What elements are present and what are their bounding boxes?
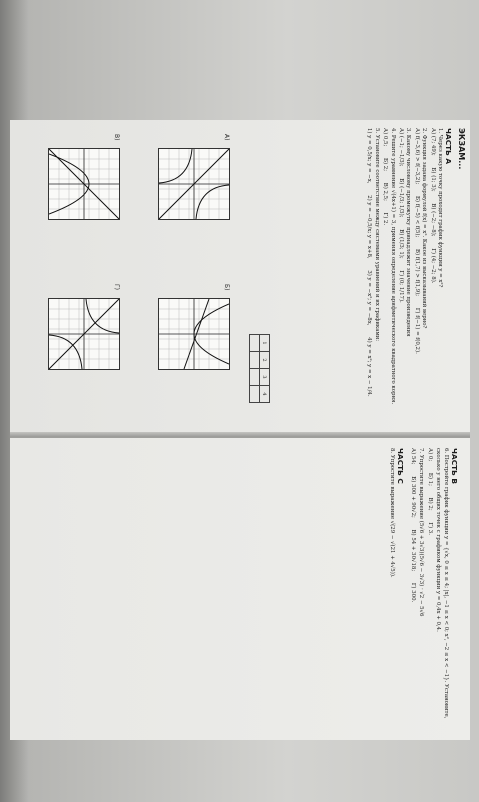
q1-option-b: Б) (1; 3); <box>429 167 436 192</box>
q6-option-d: Г) 3. <box>426 522 433 535</box>
right-column <box>386 448 462 733</box>
question-3 <box>397 128 412 428</box>
question-8: 8. Упростите выражение √(29 − √(21 + 4√5)). <box>389 448 396 578</box>
q3-option-d: Г) (0; 1/17). <box>397 270 404 303</box>
q7-option-d: Г) 300. <box>409 582 416 603</box>
q1-option-d: Г) (4; −2; 8). <box>429 248 436 284</box>
question-1-text: 1. Через какую точку проходит график функции y = x²? <box>437 128 443 288</box>
q2-option-d: Г) f(−1) = f(0,2). <box>413 307 420 354</box>
question-6: 6. Постройте график функции y = {√x, 0 ≤ x ≤ 4; |x|, −1 ≤ x < 0; x², −2 ≤ x < −1}. Установите, сколько у него общих точек с графиком функции y = 0,4x + 0,4. <box>435 448 449 719</box>
question-5 <box>365 128 380 428</box>
part-c-title: ЧАСТЬ С <box>396 448 406 484</box>
question-4 <box>381 128 396 428</box>
graph-label-a: А) <box>223 134 230 141</box>
question-1 <box>428 128 443 428</box>
graph-b <box>158 298 230 370</box>
q2-option-c: В) f(1,7) > f(1,9); <box>413 249 420 297</box>
q6-option-c: В) 2; <box>426 497 433 511</box>
q7-options <box>408 448 416 733</box>
right-page <box>10 438 470 740</box>
answer-col-3: 3 <box>260 369 270 386</box>
q1-option-a: А) (7; 49); <box>429 128 436 156</box>
q4-option-a: А) 0,5; <box>382 128 389 147</box>
q4-option-b: Б) 2; <box>382 158 389 172</box>
q6-option-b: Б) 1; <box>426 472 433 486</box>
q5-system-2: 2) y = −0,5/x; y = x+8, <box>366 195 373 259</box>
question-3-text: 3. Какому числовому промежутку принадлежит значение произведения <box>405 128 412 337</box>
q7-option-a: А) 54; <box>409 448 416 465</box>
q2-option-b: Б) f(−5) < f(5); <box>413 195 420 238</box>
answer-col-2: 2 <box>260 352 270 369</box>
q7-option-b: Б) 300 + 90√2; <box>409 476 416 518</box>
graph-d <box>48 298 120 370</box>
question-5-text: 5. Установите соответствие между системами уравнений и их графиками: <box>373 128 380 342</box>
page-header: ЭКЗАМ... <box>457 128 466 170</box>
q3-option-b: Б) (−1/3; 1/3); <box>397 178 404 218</box>
q2-option-a: А) f(−3,6) > f(−3,2); <box>413 128 420 185</box>
graph-b-plot <box>159 299 229 369</box>
graph-label-b: Б) <box>223 284 230 291</box>
question-7: 7. Упростите выражение (5√6 + 3√3)(5√6 − 3√3) · √2 − 5√6 <box>418 448 425 617</box>
q6-option-a: А) 0; <box>426 448 433 462</box>
q4-option-d: Г) 2. <box>382 212 389 226</box>
graph-d-plot <box>49 299 119 369</box>
answer-col-1: 1 <box>260 335 270 352</box>
part-a-title: ЧАСТЬ А <box>444 128 453 165</box>
left-page <box>10 120 470 435</box>
graph-a-plot <box>159 149 229 219</box>
question-2-text: 2. Функция задана формулой f(x) = x². Какое из высказываний верно? <box>421 128 428 329</box>
graphs-area <box>20 134 270 424</box>
part-a <box>364 128 456 428</box>
graph-label-c: В) <box>113 134 120 141</box>
q3-option-a: А) (−1; −1/3); <box>397 128 404 167</box>
graph-a <box>158 148 230 220</box>
q3-option-c: В) (1/3; 1); <box>397 229 404 259</box>
q6-options <box>425 448 433 733</box>
question-4-text: 4. Решите уравнение √(4x+1) = 3, применяя определение арифметического квадратного корня. <box>389 128 396 405</box>
part-b-title: ЧАСТЬ В <box>450 448 459 484</box>
q5-system-1: 1) y = 0,5/x; y = −x, <box>366 128 373 184</box>
q5-system-4: 4) y = x²; y = x − 1/4. <box>366 337 373 397</box>
graph-label-d: Г) <box>113 284 120 290</box>
graph-c <box>48 148 120 220</box>
book-spread <box>10 120 470 740</box>
q7-option-c: В) 54 + 30√18; <box>409 529 416 572</box>
answer-table <box>249 334 270 403</box>
graph-c-plot <box>49 149 119 219</box>
question-2 <box>412 128 427 428</box>
q1-option-c: В) (−2; −8); <box>429 203 436 237</box>
answer-col-4: 4 <box>260 386 270 403</box>
q5-system-3: 3) y = −x²; y = −8x, <box>366 270 373 326</box>
q4-option-c: В) 2,5; <box>382 182 389 201</box>
